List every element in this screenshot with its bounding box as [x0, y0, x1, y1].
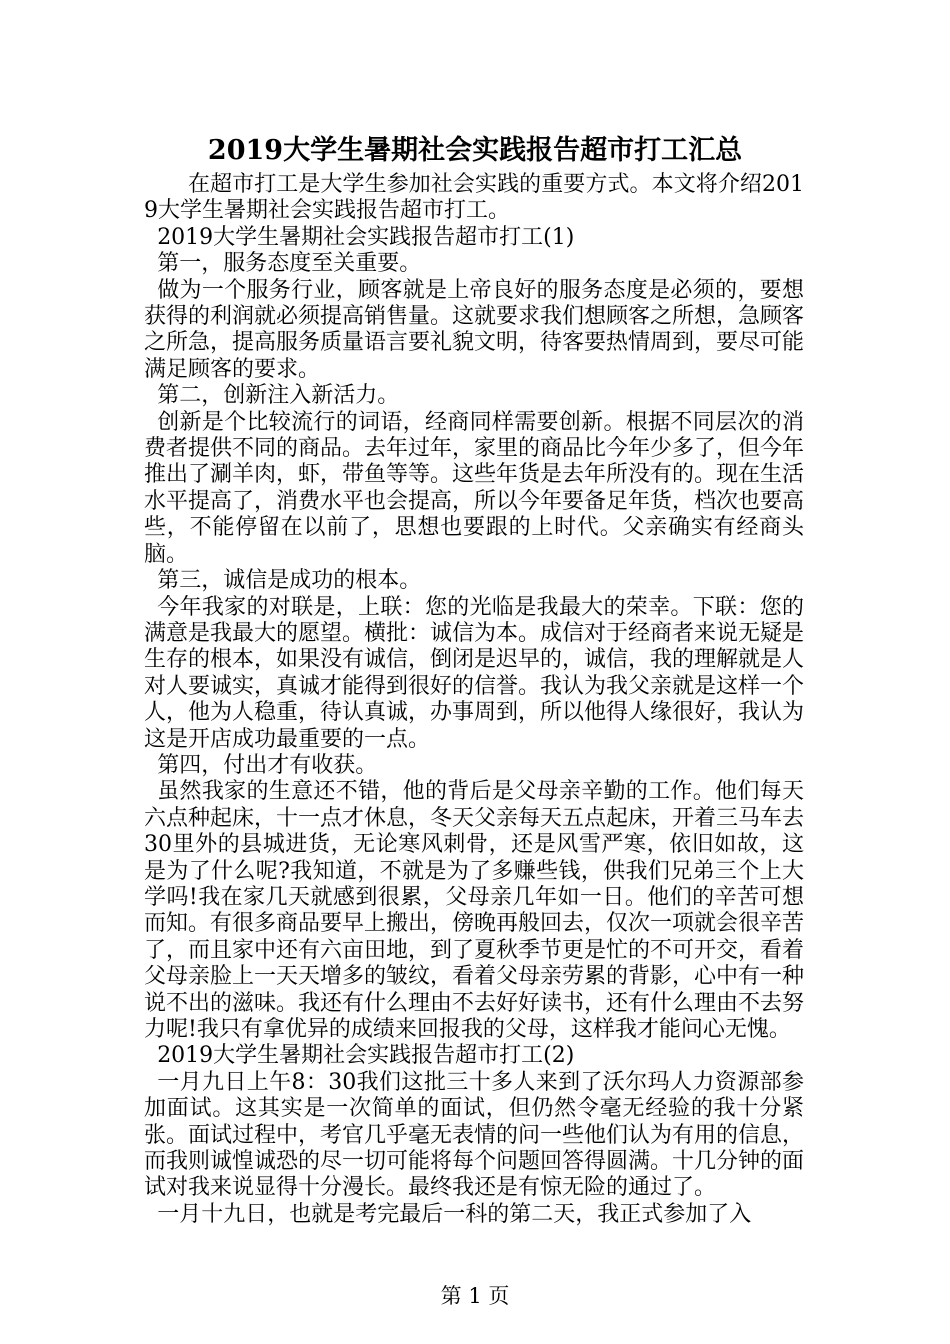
body-paragraph: 一月九日上午8：30我们这批三十多人来到了沃尔玛人力资源部参加面试。这其实是一次简单的面试，但仍然令毫无经验的我十分紧张。面试过程中，考官几乎毫无表情的问一些他们认为有用的信息，而我则诚惶诚恐的尽一切可能将每个问题回答得圆满。十几分钟的面试对我来说显得十分漫长。最终我还是有惊无险的通过了。: [144, 1069, 805, 1201]
document-body: [144, 172, 804, 1228]
body-paragraph: 一月十九日，也就是考完最后一科的第二天，我正式参加了入: [157, 1201, 752, 1227]
document-title: 2019大学生暑期社会实践报告超市打工汇总: [207, 135, 743, 166]
section-heading-2: 2019大学生暑期社会实践报告超市打工(2): [157, 1043, 575, 1069]
section-heading-1: 2019大学生暑期社会实践报告超市打工(1): [157, 224, 575, 250]
body-paragraph: 创新是个比较流行的词语，经商同样需要创新。根据不同层次的消费者提供不同的商品。去年过年，家里的商品比今年少多了，但今年推出了涮羊肉，虾，带鱼等等。这些年货是去年所没有的。现在生活水平提高了，消费水平也会提高，所以今年要备足年货，档次也要高些，不能停留在以前了，思想也要跟的上时代。父亲确实有经商头脑。: [144, 409, 805, 567]
intro-paragraph: 在超市打工是大学生参加社会实践的重要方式。本文将介绍2019大学生暑期社会实践报告超市打工。: [144, 172, 804, 224]
point-heading-1: 第一，服务态度至关重要。: [157, 251, 422, 277]
body-paragraph: 做为一个服务行业，顾客就是上帝良好的服务态度是必须的，要想获得的利润就必须提高销售量。这就要求我们想顾客之所想，急顾客之所急，提高服务质量语言要礼貌文明，待客要热情周到，要尽可能满足顾客的要求。: [144, 277, 805, 382]
page-number-footer: 第 1 页: [440, 1284, 510, 1308]
body-paragraph: 今年我家的对联是，上联：您的光临是我最大的荣幸。下联：您的满意是我最大的愿望。横批：诚信为本。成信对于经商者来说无疑是生存的根本，如果没有诚信，倒闭是迟早的，诚信，我的理解就是人对人要诚实，真诚才能得到很好的信誉。我认为我父亲就是这样一个人，他为人稳重，待认真诚，办事周到，所以他得人缘很好，我认为这是开店成功最重要的一点。: [144, 594, 805, 752]
point-heading-2: 第二，创新注入新活力。: [157, 383, 400, 409]
point-heading-3: 第三，诚信是成功的根本。: [157, 568, 422, 594]
point-heading-4: 第四，付出才有收获。: [157, 752, 378, 778]
body-paragraph: 虽然我家的生意还不错，他的背后是父母亲辛勤的工作。他们每天六点种起床，十一点才休息，冬天父亲每天五点起床，开着三马车去30里外的县城进货，无论寒风刺骨，还是风雪严寒，依旧如故，这是为了什么呢?我知道，不就是为了多赚些钱，供我们兄弟三个上大学吗!我在家几天就感到很累，父母亲几年如一日。他们的辛苦可想而知。有很多商品要早上搬出，傍晚再般回去，仅次一项就会很辛苦了，而且家中还有六亩田地，到了夏秋季节更是忙的不可开交，看着父母亲脸上一天天增多的皱纹，看着父母亲劳累的背影，心中有一种说不出的滋味。我还有什么理由不去好好读书，还有什么理由不去努力呢!我只有拿优异的成绩来回报我的父母，这样我才能问心无愧。: [144, 779, 805, 1042]
